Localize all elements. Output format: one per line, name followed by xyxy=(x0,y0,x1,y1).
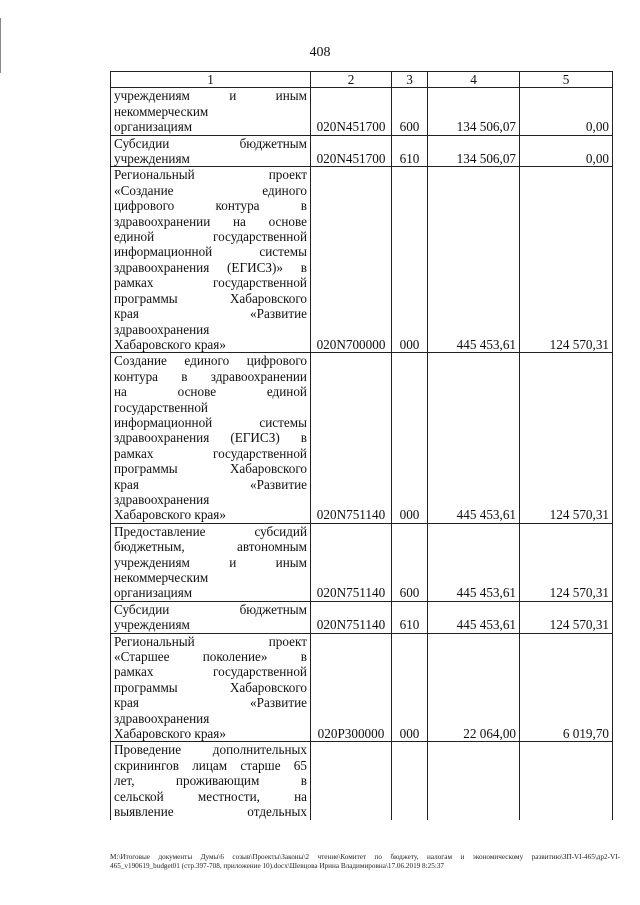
header-col-1: 1 xyxy=(111,72,311,88)
amount-col-5: 6 019,70 xyxy=(520,633,613,742)
description-line: контура в здравоохранении xyxy=(114,368,307,384)
description-line: здравоохранения (ЕГИСЗ) в xyxy=(114,430,307,446)
expense-type: 610 xyxy=(392,601,428,633)
description-line: на основе единой xyxy=(114,384,307,400)
expense-type xyxy=(392,742,428,820)
row-description xyxy=(111,523,311,601)
description-line: информационной системы xyxy=(114,244,307,260)
description-line: программы Хабаровского xyxy=(114,679,307,695)
table-header-row xyxy=(111,72,613,88)
table-row xyxy=(111,601,613,633)
amount-col-5: 0,00 xyxy=(520,135,613,167)
amount-col-5: 0,00 xyxy=(520,88,613,135)
header-col-3: 3 xyxy=(392,72,428,88)
table-row xyxy=(111,633,613,742)
expense-type: 600 xyxy=(392,88,428,135)
amount-col-4: 445 453,61 xyxy=(428,601,520,633)
description-line: Региональный проект xyxy=(114,633,307,649)
table-row xyxy=(111,742,613,820)
description-line: Проведение дополнительных xyxy=(114,742,307,758)
target-article-code: 020P300000 xyxy=(311,633,392,742)
target-article-code: 020N751140 xyxy=(311,523,392,601)
description-line: края «Развитие xyxy=(114,306,307,322)
file-path-footer: М:\Итоговые документы Думы\6 созыв\Проекты\Законы\2 чтение\Комитет по бюджету, налогам и экономическому развитию\ЗП-VI-465\др2-VI-465_v190619_budget01 (стр.397-708, приложение 10).docx\Шевцова Ирина Владимировна\17.06.2019 8:25:37 xyxy=(110,853,620,870)
description-line: Субсидии бюджетным xyxy=(114,601,307,617)
header-col-4: 4 xyxy=(428,72,520,88)
amount-col-5: 124 570,31 xyxy=(520,601,613,633)
target-article-code xyxy=(311,742,392,820)
target-article-code: 020N451700 xyxy=(311,88,392,135)
description-line: государственной xyxy=(114,399,208,415)
table-row xyxy=(111,88,613,135)
expense-type: 610 xyxy=(392,135,428,167)
description-line: здравоохранения xyxy=(114,491,210,507)
description-line: цифрового контура в xyxy=(114,198,307,214)
description-line: бюджетным, автономным xyxy=(114,539,307,555)
amount-col-5: 124 570,31 xyxy=(520,353,613,523)
amount-col-5: 124 570,31 xyxy=(520,523,613,601)
description-line: лет, проживающим в xyxy=(114,773,307,789)
description-line: Хабаровского края» xyxy=(114,336,226,352)
description-line: Региональный проект xyxy=(114,167,307,183)
target-article-code: 020N451700 xyxy=(311,135,392,167)
expense-type: 000 xyxy=(392,353,428,523)
target-article-code: 020N700000 xyxy=(311,167,392,353)
amount-col-4 xyxy=(428,742,520,820)
row-description xyxy=(111,135,311,167)
description-line: скринингов лицам старше 65 xyxy=(114,757,307,773)
row-description xyxy=(111,167,311,353)
description-line: учреждениям и иным xyxy=(114,554,307,570)
target-article-code: 020N751140 xyxy=(311,353,392,523)
description-line: организациям xyxy=(114,119,193,135)
header-col-2: 2 xyxy=(311,72,392,88)
description-line: программы Хабаровского xyxy=(114,461,307,477)
description-line: единой государственной xyxy=(114,229,307,245)
amount-col-4: 22 064,00 xyxy=(428,633,520,742)
amount-col-5 xyxy=(520,742,613,820)
description-line: края «Развитие xyxy=(114,476,307,492)
description-line: Субсидии бюджетным xyxy=(114,135,307,151)
description-line: учреждениям xyxy=(114,151,190,167)
description-line: Предоставление субсидий xyxy=(114,523,307,539)
description-line: «Создание единого xyxy=(114,182,307,198)
description-line: здравоохранения xyxy=(114,321,210,337)
row-description xyxy=(111,742,311,820)
table-row xyxy=(111,167,613,353)
description-line: учреждениям xyxy=(114,617,190,633)
description-line: программы Хабаровского xyxy=(114,290,307,306)
row-description xyxy=(111,353,311,523)
expense-type: 000 xyxy=(392,167,428,353)
expense-type: 000 xyxy=(392,633,428,742)
page-number: 408 xyxy=(309,45,331,60)
description-line: «Старшее поколение» в xyxy=(114,649,307,665)
table-row xyxy=(111,353,613,523)
expense-type: 600 xyxy=(392,523,428,601)
row-description xyxy=(111,601,311,633)
header-col-5: 5 xyxy=(520,72,613,88)
description-line: здравоохранения (ЕГИСЗ)» в xyxy=(114,259,307,275)
target-article-code: 020N751140 xyxy=(311,601,392,633)
description-line: выявление отдельных xyxy=(114,804,307,820)
amount-col-4: 134 506,07 xyxy=(428,88,520,135)
description-line: рамках государственной xyxy=(114,664,307,680)
description-line: некоммерческим xyxy=(114,103,209,119)
description-line: края «Развитие xyxy=(114,695,307,711)
amount-col-4: 445 453,61 xyxy=(428,353,520,523)
description-line: рамках государственной xyxy=(114,445,307,461)
row-description xyxy=(111,633,311,742)
row-description xyxy=(111,88,311,135)
description-line: организациям xyxy=(114,585,193,601)
description-line: Создание единого цифрового xyxy=(114,353,307,369)
amount-col-4: 134 506,07 xyxy=(428,135,520,167)
description-line: некоммерческим xyxy=(114,570,209,585)
description-line: рамках государственной xyxy=(114,275,307,291)
table-row xyxy=(111,523,613,601)
table-row xyxy=(111,135,613,167)
description-line: Хабаровского края» xyxy=(114,507,226,523)
description-line: информационной системы xyxy=(114,414,307,430)
description-line: здравоохранения xyxy=(114,710,210,726)
description-line: здравоохранении на основе xyxy=(114,213,307,229)
amount-col-4: 445 453,61 xyxy=(428,167,520,353)
description-line: Хабаровского края» xyxy=(114,726,226,742)
amount-col-5: 124 570,31 xyxy=(520,167,613,353)
description-line: сельской местности, на xyxy=(114,788,307,804)
budget-table xyxy=(110,71,613,820)
amount-col-4: 445 453,61 xyxy=(428,523,520,601)
description-line: учреждениям и иным xyxy=(114,88,307,104)
